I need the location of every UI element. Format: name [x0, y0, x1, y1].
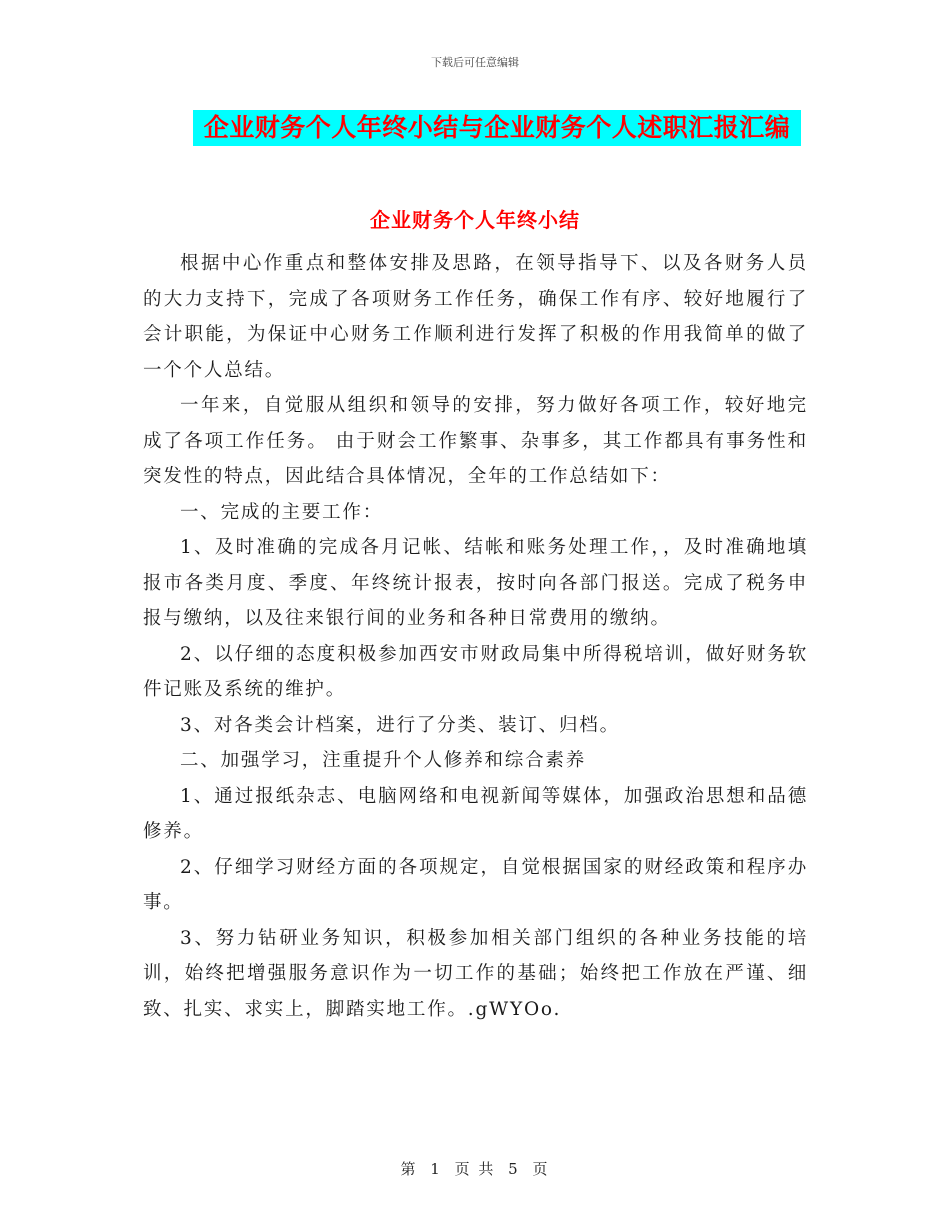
section-title: 企业财务个人年终小结	[370, 208, 580, 232]
footer-middle: 页 共	[454, 1160, 496, 1178]
document-body	[143, 246, 808, 1027]
footer-total-pages: 5	[508, 1160, 520, 1178]
main-title-highlight	[193, 110, 801, 146]
footer-suffix: 页	[532, 1160, 550, 1178]
paragraph-work-2: 2、以仔细的态度积极参加西安市财政局集中所得税培训，做好财务软件记账及系统的维护。	[143, 643, 808, 700]
paragraph-work-3: 3、对各类会计档案，进行了分类、装订、归档。	[180, 714, 620, 736]
footer-page-number: 1	[430, 1160, 442, 1178]
heading-study: 二、加强学习，注重提升个人修养和综合素养	[180, 750, 587, 771]
paragraph-study-2: 2、仔细学习财经方面的各项规定，自觉根据国家的财经政策和程序办事。	[143, 856, 808, 913]
page-header-note: 下载后可任意编辑	[431, 56, 519, 69]
main-title: 企业财务个人年终小结与企业财务个人述职汇报汇编	[203, 113, 791, 142]
paragraph-intro: 根据中心作重点和整体安排及思路，在领导指导下、以及各财务人员的大力支持下，完成了各项财务工作任务，确保工作有序、较好地履行了会计职能，为保证中心财务工作顺利进行发挥了积极的作用我简单的做了一个个人总结。	[143, 253, 808, 381]
paragraph-study-1: 1、通过报纸杂志、电脑网络和电视新闻等媒体，加强政治思想和品德修养。	[143, 785, 808, 842]
heading-main-work: 一、完成的主要工作：	[180, 501, 384, 523]
paragraph-work-1: 1、及时准确的完成各月记帐、结帐和账务处理工作，，及时准确地填报市各类月度、季度、年终统计报表，按时向各部门报送。完成了税务申报与缴纳，以及往来银行间的业务和各种日常费用的缴纳。	[143, 537, 808, 629]
page-footer	[0, 1158, 950, 1179]
footer-prefix: 第	[400, 1160, 418, 1178]
paragraph-study-3: 3、努力钻研业务知识，积极参加相关部门组织的各种业务技能的培训，始终把增强服务意识作为一切工作的基础；始终把工作放在严谨、细致、扎实、求实上，脚踏实地工作。.gWYOo.	[143, 927, 808, 1020]
paragraph-overview: 一年来，自觉服从组织和领导的安排，努力做好各项工作，较好地完成了各项工作任务。 由于财会工作繁事、杂事多，其工作都具有事务性和突发性的特点，因此结合具体情况，全年的工作总结如下：	[143, 395, 808, 487]
